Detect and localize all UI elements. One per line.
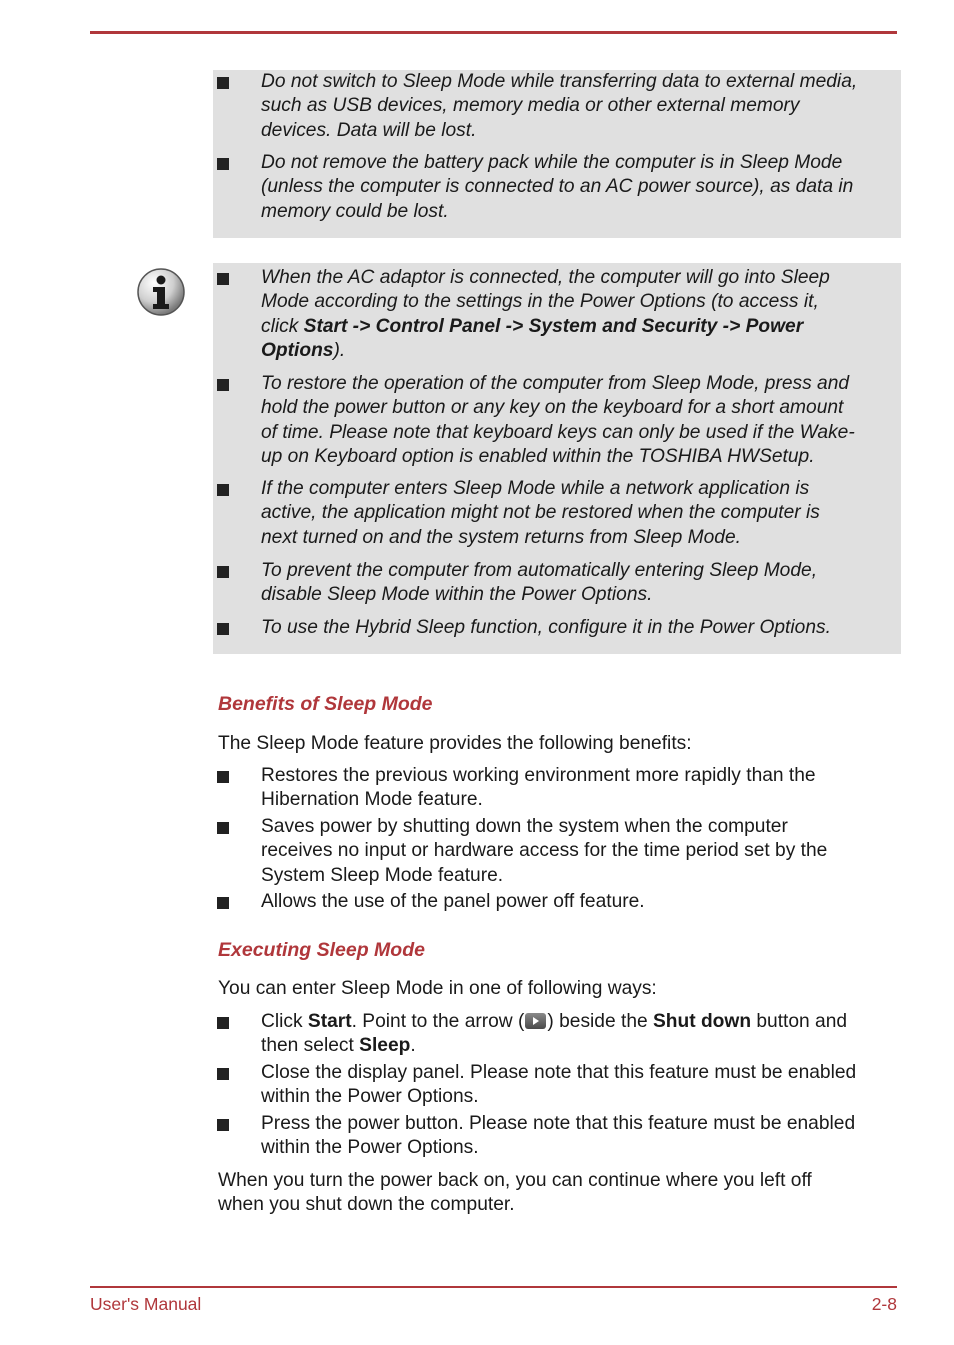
list-item [261, 815, 827, 888]
note-text: up on Keyboard option is enabled within the TOSHIBA HWSetup. [261, 446, 815, 468]
bullet-square [217, 771, 229, 783]
note-text: To use the Hybrid Sleep function, configure it in the Power Options. [261, 617, 831, 638]
bullet-square [217, 1119, 229, 1131]
note-text: devices. Data will be lost. [261, 119, 477, 141]
note-box-warning [213, 70, 901, 238]
ui-term: Start [307, 1011, 352, 1032]
paragraph-text: You can enter Sleep Mode in one of following ways: [218, 978, 657, 999]
list-item [261, 1010, 847, 1059]
list-text: System Sleep Mode feature. [261, 864, 504, 886]
executing-outro [218, 1169, 812, 1218]
list-text: then select [261, 1035, 360, 1057]
note-text: If the computer enters Sleep Mode while a network application is [261, 478, 810, 499]
executing-intro [218, 977, 657, 1001]
list-text: within the Power Options. [261, 1086, 479, 1108]
footer-title: User's Manual [90, 1294, 202, 1314]
list-text: Click [261, 1011, 308, 1032]
bullet-square [217, 379, 229, 391]
note-text: Mode according to the settings in the Power Options (to access it, [261, 291, 819, 313]
bullet-square [217, 273, 229, 285]
list-text: receives no input or hardware access for the time period set by the [261, 840, 828, 862]
note-box-info [213, 263, 901, 654]
menu-path: Options [261, 340, 334, 362]
section-heading-benefits: Benefits of Sleep Mode [218, 693, 433, 715]
list-item [261, 764, 816, 813]
benefits-intro [218, 732, 692, 756]
note-text: (unless the computer is connected to an AC power source), as data in [261, 176, 854, 198]
list-item [261, 890, 645, 914]
header-rule [90, 31, 897, 34]
paragraph-text: when you shut down the computer. [218, 1194, 515, 1216]
list-item [261, 1061, 856, 1110]
list-text: Restores the previous working environment more rapidly than the [261, 765, 816, 786]
note-text: When the AC adaptor is connected, the computer will go into Sleep [261, 267, 830, 288]
page-number: 2-8 [871, 1294, 897, 1314]
info-icon [136, 267, 186, 317]
list-text: ) beside the [547, 1011, 653, 1032]
list-text: . [410, 1035, 416, 1057]
list-text: within the Power Options. [261, 1137, 479, 1159]
bullet-square [217, 1017, 229, 1029]
list-text: Close the display panel. Please note that this feature must be enabled [261, 1062, 857, 1083]
menu-path: Start -> Control Panel -> System and Security -> Power [303, 315, 804, 337]
list-text: Hibernation Mode feature. [261, 789, 483, 811]
list-text: Allows the use of the panel power off feature. [261, 891, 645, 912]
ui-term: Shut down [653, 1011, 752, 1032]
paragraph-text: The Sleep Mode feature provides the following benefits: [218, 733, 692, 754]
note-text: To prevent the computer from automatically entering Sleep Mode, [261, 560, 818, 581]
bullet-square [217, 623, 229, 635]
note-text: ). [333, 340, 346, 362]
list-text: Saves power by shutting down the system when the computer [261, 816, 788, 837]
bullet-square [217, 484, 229, 496]
footer-rule [90, 1286, 897, 1288]
bullet-square [217, 1068, 229, 1080]
note-text: hold the power button or any key on the keyboard for a short amount [261, 397, 844, 419]
list-item [261, 1112, 855, 1161]
note-text: To restore the operation of the computer from Sleep Mode, press and [261, 373, 850, 394]
bullet-square [217, 158, 229, 170]
list-text: button and [751, 1011, 848, 1032]
note-text: memory could be lost. [261, 200, 449, 222]
list-text: . Point to the arrow ( [351, 1011, 525, 1032]
note-text: disable Sleep Mode within the Power Options. [261, 584, 653, 606]
ui-term: Sleep [359, 1035, 411, 1057]
bullet-square [217, 566, 229, 578]
note-text: of time. Please note that keyboard keys can only be used if the Wake- [261, 421, 855, 443]
note-text: click [261, 315, 304, 337]
note-text: active, the application might not be restored when the computer is [261, 502, 820, 524]
bullet-square [217, 897, 229, 909]
arrow-icon [525, 1013, 546, 1029]
bullet-square [217, 77, 229, 89]
section-heading-executing: Executing Sleep Mode [218, 939, 425, 961]
list-text: Press the power button. Please note that this feature must be enabled [261, 1113, 856, 1134]
note-text: such as USB devices, memory media or other external memory [261, 95, 800, 117]
note-text: Do not switch to Sleep Mode while transferring data to external media, [261, 71, 858, 92]
note-text: next turned on and the system returns from Sleep Mode. [261, 526, 741, 548]
note-text: Do not remove the battery pack while the computer is in Sleep Mode [261, 152, 843, 173]
bullet-square [217, 822, 229, 834]
paragraph-text: When you turn the power back on, you can continue where you left off [218, 1170, 812, 1191]
